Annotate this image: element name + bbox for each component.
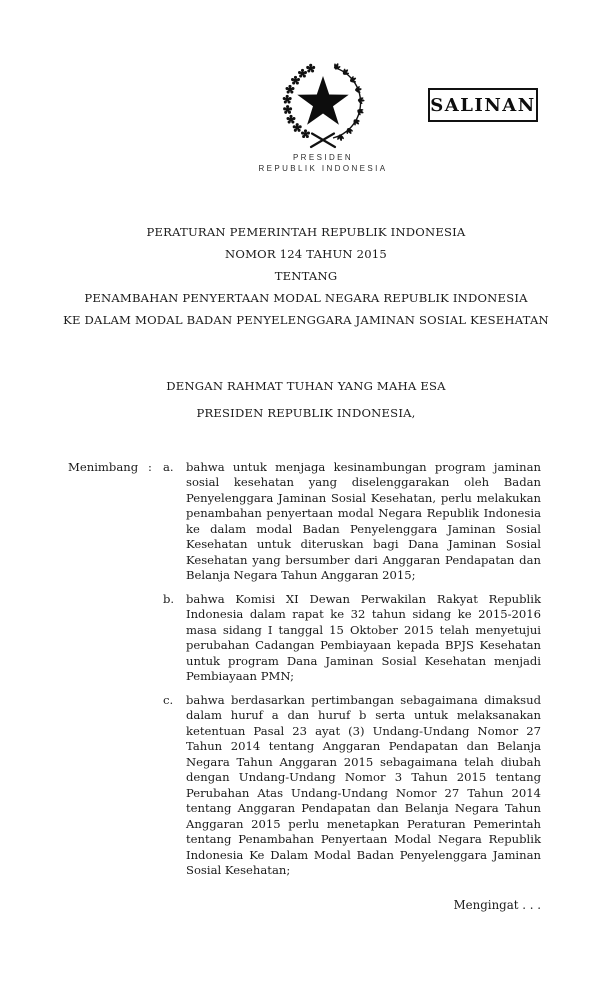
institution-line-2: REPUBLIK INDONESIA (258, 163, 388, 173)
spacer (148, 693, 163, 879)
institution-name (258, 153, 387, 174)
title-line-3: TENTANG (274, 268, 338, 283)
considerations-section (68, 460, 541, 879)
consideration-letter-c: c. (163, 692, 174, 707)
title-line-1: PERATURAN PEMERINTAH REPUBLIK INDONESIA (146, 224, 466, 239)
spacer (68, 693, 148, 879)
authority-line: PRESIDEN REPUBLIK INDONESIA, (196, 405, 416, 420)
considerations-separator: : (148, 459, 152, 474)
consideration-text-b: bahwa Komisi XI Dewan Perwakilan Rakyat Republik Indonesia dalam rapat ke 32 tahun sidang ke 2015-2016 masa sidang I tanggal 15 Oktober 2015 telah menyetujui perubahan Cadangan Pembiayaan kepada BPJS Kesehatan untuk program Dana Jaminan Sosial Kesehatan menjadi Pembiayaan PMN; (186, 591, 541, 684)
considerations-label: Menimbang (68, 459, 139, 474)
consideration-text-a: bahwa untuk menjaga kesinambungan program jaminan sosial kesehatan yang diselenggarakan oleh Badan Penyelenggara Jaminan Sosial Kesehatan, perlu melakukan penambahan penyertaan modal Negara Republik Indonesia ke dalam modal Badan Penyelenggara Jaminan Sosial Kesehatan untuk diteruskan bagi Dana Jaminan Sosial Kesehatan yang bersumber dari Anggaran Pendapatan dan Belanja Negara Tahun Anggaran 2015; (186, 459, 541, 583)
title-line-2: NOMOR 124 TAHUN 2015 (225, 246, 387, 261)
spacer (148, 592, 163, 685)
invocation-line: DENGAN RAHMAT TUHAN YANG MAHA ESA (166, 378, 446, 393)
catchword: Mengingat . . . (453, 897, 541, 912)
title-line-4: PENAMBAHAN PENYERTAAN MODAL NEGARA REPUBLIK INDONESIA (84, 291, 528, 306)
letterhead-inner (258, 60, 387, 174)
institution-line-1: PRESIDEN (292, 153, 354, 162)
presidential-emblem-icon (278, 60, 368, 150)
salinan-stamp (428, 88, 538, 122)
consideration-letter-b: b. (163, 591, 175, 606)
consideration-text-c: bahwa berdasarkan pertimbangan sebagaimana dimaksud dalam huruf a dan huruf b serta untuk melaksanakan ketentuan Pasal 23 ayat (3) Undang-Undang Nomor 27 Tahun 2014 tentang Anggaran Pendapatan dan Belanja Negara Tahun Anggaran 2015 sebagaimana telah diubah dengan Undang-Undang Nomor 3 Tahun 2015 tentang Perubahan Atas Undang-Undang Nomor 27 Tahun 2014 tentang Anggaran Pendapatan dan Belanja Negara Tahun Anggaran 2015 perlu menetapkan Peraturan Pemerintah tentang Penambahan Penyertaan Modal Negara Republik Indonesia Ke Dalam Modal Badan Penyelenggara Jaminan Sosial Kesehatan; (186, 692, 541, 878)
spacer (68, 592, 148, 685)
star-icon (297, 76, 348, 125)
salinan-stamp-label: SALINAN (430, 94, 536, 116)
regulation-title (0, 221, 612, 332)
consideration-letter-a: a. (163, 459, 174, 474)
title-line-5: KE DALAM MODAL BADAN PENYELENGGARA JAMINAN SOSIAL KESEHATAN (63, 313, 549, 328)
